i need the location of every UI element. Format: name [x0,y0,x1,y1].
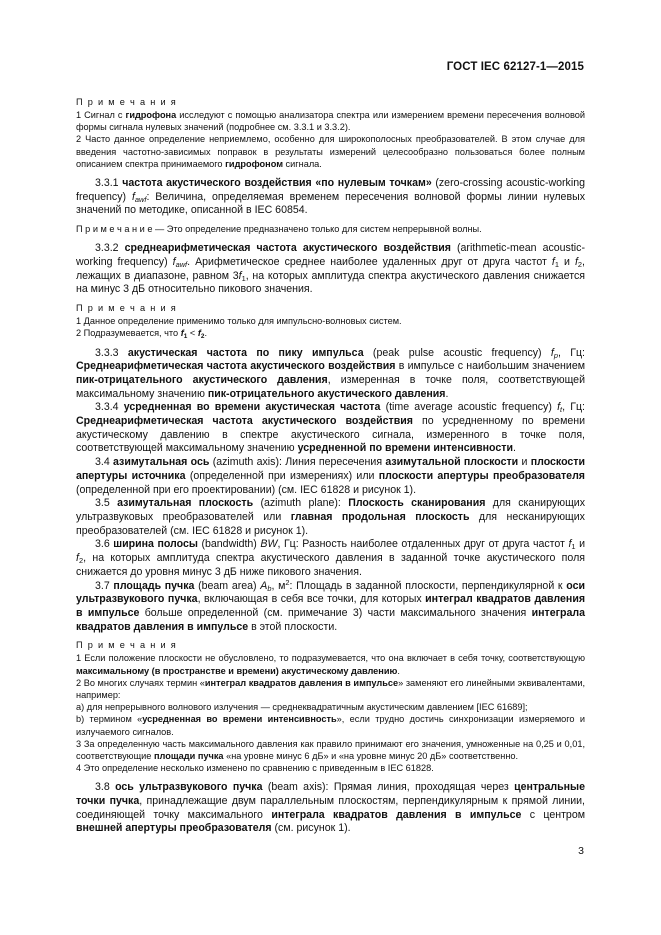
note-3-2-b: b) термином «усредненная во времени интенсивность», если трудно достичь синхронизации измеряемого и излучаемого сигналов. [76,714,586,737]
section-3-3-2: 3.3.2 среднеарифметическая частота акустического воздействия (arithmetic-mean acoustic-working frequency) $f_{awf}$. Арифметическое среднее наиболее удаленных друг от друга частот $f_1$ и $f_2$, лежащих в диапазоне, равном $3f_1$, на которых амплитуда спектра акустического давления снижается на минус 3 дБ относительно пикового значения. [76,242,585,296]
section-3-4: 3.4 азимутальная ось (azimuth axis): Линия пересечения азимутальной плоскости и плоскости апертуры источника (определенной при измерениях) или плоскости апертуры преобразователя (определенной при его проектировании) (см. IEC 61828 и рисунок 1). [76,456,586,496]
notes-heading-2: П р и м е ч а н и я [76,303,178,314]
section-3-3-3: 3.3.3 акустическая частота по пику импульса (peak pulse acoustic frequency) $f_p$, Гц: Среднеарифметическая частота акустического воздействия в импульсе с наибольшим значением пик-отрицательного акустического давления, измеренная в точке поля, соответствующей максимальному значению пик-отрицательного акустического давления. [76,346,586,400]
note-3-2: 2 Во многих случаях термин «интеграл квадратов давления в импульсе» заменяют его линейными эквивалентами, например: [76,677,586,700]
document-header: ГОСТ IEC 62127-1—2015 [446,61,584,73]
note-3-4: 4 Это определение несколько изменено по сравнению с приведенным в IEC 61828. [76,763,434,774]
note-2-2: 2 Подразумевается, что $f_1 < f_2$. [76,328,208,341]
page-number: 3 [578,845,584,857]
note-3-3: 3 За определенную часть максимального давления как правило принимают его значения, умноженные на 0,25 и 0,01, соответствующие площади пучка «на уровне минус 6 дБ» и «на уровне минус 20 дБ» соответственно. [76,738,585,761]
page-content [76,96,585,836]
note-2: 2 Часто данное определение неприемлемо, особенно для широкополосных преобразователей. В этом случае для введения частотно-зависимых поправок в результаты измерений целесообразно пользоваться более полным описанием спектра принимаемого гидрофоном сигнала. [76,134,585,169]
section-3-5: 3.5 азимутальная плоскость (azimuth plane): Плоскость сканирования для сканирующих ультразвуковых преобразователей или главная продольная плоскость для несканирующих преобразователей (см. IEC 61828 и рисунок 1). [76,497,586,537]
note-3-1: 1 Если положение плоскости не обусловлено, то подразумевается, что она включает в себя точку, соответствующую максимальному (в пространстве и времени) акустическому давлению. [76,653,585,676]
section-3-8: 3.8 ось ультразвукового пучка (beam axis): Прямая линия, проходящая через центральные точки пучка, принадлежащие двум параллельным плоскостям, перпендикулярным к прямой линии, соединяющей точку максимального интеграла квадратов давления в импульсе с центром внешней апертуры преобразователя (см. рисунок 1). [76,781,585,835]
notes-heading-3: П р и м е ч а н и я [76,640,178,651]
note-1: 1 Сигнал с гидрофона исследуют с помощью анализатора спектра или измерением времени пересечения волновой формы сигнала нулевых значений (подробнее см. 3.3.1 и 3.3.2). [76,110,585,133]
note-3-2-a: а) для непрерывного волнового излучения — среднеквадратичным акустическим давлением [IEC 61689]; [76,702,528,713]
section-3-3-1: 3.3.1 частота акустического воздействия «по нулевым точкам» (zero-crossing acoustic-working frequency) $f_{awf}$: Величина, определяемая временем пересечения волновой формы линии нулевых значений по методике, описанной в IEC 60854. [76,177,585,217]
note-2-1: 1 Данное определение применимо только для импульсно-волновых систем. [76,316,402,327]
section-3-6: 3.6 ширина полосы (bandwidth) BW, Гц: Разность наиболее отдаленных друг от друга частот $f_1$ и $f_2$, на которых амплитуда спектра акустического давления в заданной точке акустического поля снижается до уровня минус 3 дБ ниже пикового значения. [76,538,585,578]
section-3-3-4: 3.3.4 усредненная во времени акустическая частота (time average acoustic frequency) $f_t$, Гц: Среднеарифметическая частота акустического воздействия по усредненному по времени акустическому давлению в спектре акустического сигнала, измеренного в точке поля, соответствующей максимальному значению усредненной по времени интенсивности. [76,401,586,455]
note-3-3-1: П р и м е ч а н и е — Это определение предназначено только для систем непрерывной волны. [76,224,482,235]
notes-heading: П р и м е ч а н и я [76,97,178,107]
section-3-7: 3.7 площадь пучка (beam area) $A_b$, $м^2$: Площадь в заданной плоскости, перпендикулярной к оси ультразвукового пучка, включающая в себя все точки, для которых интеграл квадратов давления в импульсе больше определенной (см. примечание 3) части максимального значения интеграла квадратов давления в импульсе в этой плоскости. [76,577,586,633]
